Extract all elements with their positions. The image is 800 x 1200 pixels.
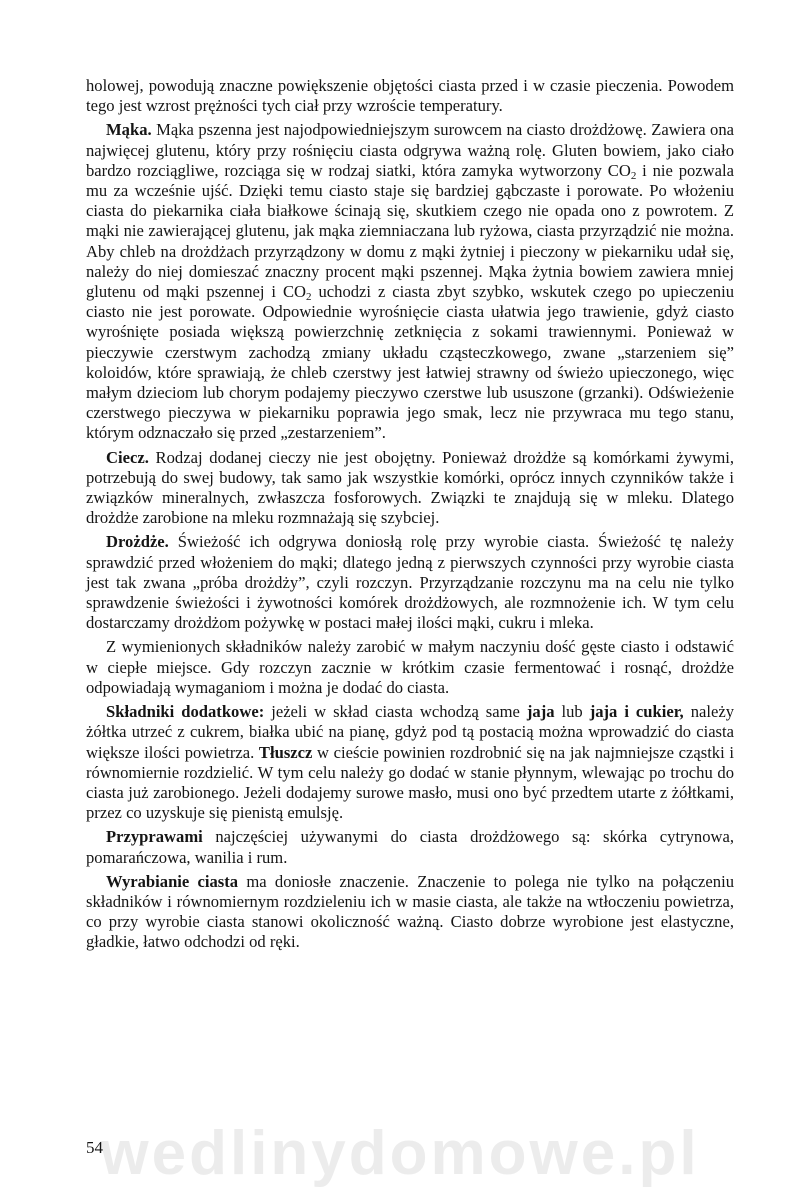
- section-lead-drozdze: Drożdże.: [106, 532, 169, 552]
- section-lead-ciecz: Ciecz.: [106, 447, 149, 467]
- watermark: wedlinydomowe.pl: [100, 1119, 700, 1188]
- page-number: 54: [86, 1138, 103, 1157]
- paragraph-przyprawy: Przyprawami najczęściej używanymi do ciasta drożdżowego są: skórka cytrynowa, pomarańczowa, wanilia i rum.: [86, 827, 734, 867]
- paragraph-maka: Mąka. Mąka pszenna jest najodpowiedniejszym surowcem na ciasto drożdżowę. Zawiera ona najwięcej glutenu, który przy rośnięciu ciasta odgrywa ważną rolę. Gluten bowiem, jako ciało bardzo rozciągliwe, rozciąga się w rodzaj siatki, która zamyka wytworzony $CO_2$ i nie pozwala mu za wcześnie ujść. Dzięki temu ciasto staje się bardziej gąbczaste i porowate. Po włożeniu ciasta do piekarnika ciała białkowe ścinają się, skutkiem czego nie opada ono z powrotem. Z mąki nie zawierającej glutenu, jak mąka ziemniaczana lub ryżowa, ciasta przyrządzić nie można. Aby chleb na drożdżach przyrządzony w domu z mąki żytniej i pieczony w piekarniku udał się, należy do niej domieszać znaczny procent mąki pszennej. Mąka żytnia bowiem zawiera mniej glutenu od mąki pszennej i $CO_2$ uchodzi z ciasta zbyt szybko, wskutek czego po upieczeniu ciasto nie jest porowate. Odpowiednie wyrośnięcie ciasta ułatwia jego trawienie, gdyż ciasto wyrośnięte posiada większą powierzchnię zetknięcia z sokami trawiennymi. Ponieważ w pieczywie czerstwym zachodzą zmiany układu cząsteczkowego, zwane „starzeniem się” koloidów, które sprawiają, że chleb czerstwy jest łatwiej strawny od świeżo upieczonego, więc małym dzieciom lub chorym podajemy pieczywo czerstwe lub ususzone (grzanki). Odświeżenie czerstwego pieczywa w piekarniku poprawia jego smak, lecz nie przywraca mu tego stanu, którym odznaczało się przed „zestarzeniem”.: [86, 120, 734, 443]
- page-body: [86, 76, 734, 957]
- bold-term-jaja: jaja: [526, 702, 555, 722]
- section-lead-maka: Mąka.: [106, 120, 152, 140]
- bold-term-tluszcz: Tłuszcz: [258, 742, 313, 762]
- paragraph-ciecz: Ciecz. Rodzaj dodanej cieczy nie jest obojętny. Ponieważ drożdże są komórkami żywymi, potrzebują do swej budowy, tak samo jak wszystkie komórki, oprócz innych czynników także i związków mineralnych, zwłaszcza fosforowych. Związki te znajdują się w mleku. Dlatego drożdże zarobione na mleku rozmnażają się szybciej.: [86, 447, 734, 528]
- paragraph-continuation: holowej, powodują znaczne powiększenie objętości ciasta przed i w czasie pieczenia. Powodem tego jest wzrost prężności tych ciał przy wzroście temperatury.: [86, 76, 734, 116]
- paragraph-wyrabianie: Wyrabianie ciasta ma doniosłe znaczenie. Znaczenie to polega nie tylko na połączeniu składników i równomiernym rozdzieleniu ich w masie ciasta, ale także na wtłoczeniu powietrza, co przy wyrobie ciasta stanowi okoliczność ważną. Ciasto dobrze wyrobione jest elastyczne, gładkie, łatwo odchodzi od ręki.: [86, 871, 734, 952]
- paragraph-rozczyn: Z wymienionych składników należy zarobić w małym naczyniu dość gęste ciasto i odstawić w ciepłe miejsce. Gdy rozczyn zacznie w krótkim czasie fermentować i rosnąć, drożdże odpowiadają wymaganiom i można je dodać do ciasta.: [86, 637, 734, 697]
- paragraph-skladniki: Składniki dodatkowe: jeżeli w skład ciasta wchodzą same jaja lub jaja i cukier, należy żółtka utrzeć z cukrem, białka ubić na pianę, gdyż pod tą postacią można wprowadzić do ciasta większe ilości powietrza. Tłuszcz w cieście powinien rozdrobnić się na jak najmniejsze cząstki i równomiernie rozdzielić. W tym celu należy go dodać w stanie płynnym, wlewając po trochu do ciasta już zarobionego. Jeżeli dodajemy surowe masło, musi ono być przedtem utarte z żółtkami, przez co uzyskuje się pienistą emulsję.: [86, 702, 734, 823]
- section-lead-skladniki: Składniki dodatkowe:: [106, 702, 265, 722]
- section-lead-wyrabianie: Wyrabianie ciasta: [106, 871, 239, 891]
- section-lead-przyprawy: Przyprawami: [106, 827, 203, 847]
- paragraph-drozdze: Drożdże. Świeżość ich odgrywa doniosłą rolę przy wyrobie ciasta. Świeżość tę należy sprawdzić przed włożeniem do mąki; dlatego jedną z pierwszych czynności przy wyrobie ciasta jest tak zwana „próba drożdży”, czyli rozczyn. Przyrządzanie rozczynu ma na celu nie tylko sprawdzenie świeżości i żywotności komórek drożdżowych, ale rozmnożenie ich. W tym celu dostarczamy drożdżom pożywkę w postaci małej ilości mąki, cukru i mleka.: [86, 532, 734, 633]
- bold-term-jaja-cukier: jaja i cukier,: [589, 702, 684, 722]
